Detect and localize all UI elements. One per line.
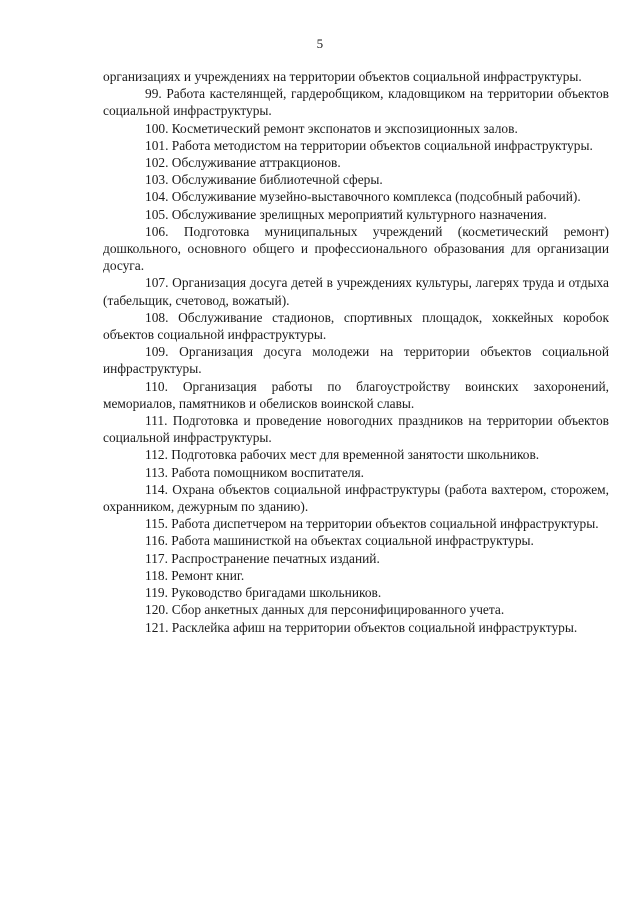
list-item: 104. Обслуживание музейно-выставочного комплекса (подсобный рабочий). [145,189,581,205]
list-item: 120. Сбор анкетных данных для персонифицированного учета. [145,602,505,618]
list-item: 111. Подготовка и проведение новогодних праздников на территории объектов социальной инфраструктуры. [103,413,609,446]
list-item: 105. Обслуживание зрелищных мероприятий культурного назначения. [145,206,547,222]
document-body [103,68,609,636]
list-item: 109. Организация досуга молодежи на территории объектов социальной инфраструктуры. [103,344,609,377]
list-item: 115. Работа диспетчером на территории объектов социальной инфраструктуры. [145,516,599,532]
list-item: 117. Распространение печатных изданий. [145,550,380,566]
list-item: 116. Работа машинисткой на объектах социальной инфраструктуры. [145,533,534,549]
list-item: организациях и учреждениях на территории объектов социальной инфраструктуры. [103,69,582,84]
list-item: 106. Подготовка муниципальных учреждений (косметический ремонт) дошкольного, основного общего и профессионального образования для организации досуга. [103,223,609,274]
list-item: 102. Обслуживание аттракционов. [145,155,341,171]
list-item: 121. Расклейка афиш на территории объектов социальной инфраструктуры. [145,619,578,635]
list-item: 118. Ремонт книг. [145,567,245,583]
list-item: 113. Работа помощником воспитателя. [145,464,364,480]
list-item: 107. Организация досуга детей в учреждениях культуры, лагерях труда и отдыха (табельщик, счетовод, вожатый). [103,275,609,308]
list-item: 119. Руководство бригадами школьников. [145,585,382,601]
page-number: 5 [316,36,324,51]
list-item: 112. Подготовка рабочих мест для временной занятости школьников. [145,447,540,463]
list-item: 101. Работа методистом на территории объектов социальной инфраструктуры. [145,137,593,153]
list-item: 103. Обслуживание библиотечной сферы. [145,172,383,188]
list-item: 110. Организация работы по благоустройству воинских захоронений, мемориалов, памятников и обелисков воинской славы. [103,378,609,411]
list-item: 100. Косметический ремонт экспонатов и экспозиционных залов. [145,120,518,136]
list-item: 108. Обслуживание стадионов, спортивных площадок, хоккейных коробок объектов социальной инфраструктуры. [103,309,609,343]
list-item: 99. Работа кастелянщей, гардеробщиком, кладовщиком на территории объектов социальной инфраструктуры. [103,86,609,119]
list-item: 114. Охрана объектов социальной инфраструктуры (работа вахтером, сторожем, охранником, дежурным по зданию). [103,481,609,515]
